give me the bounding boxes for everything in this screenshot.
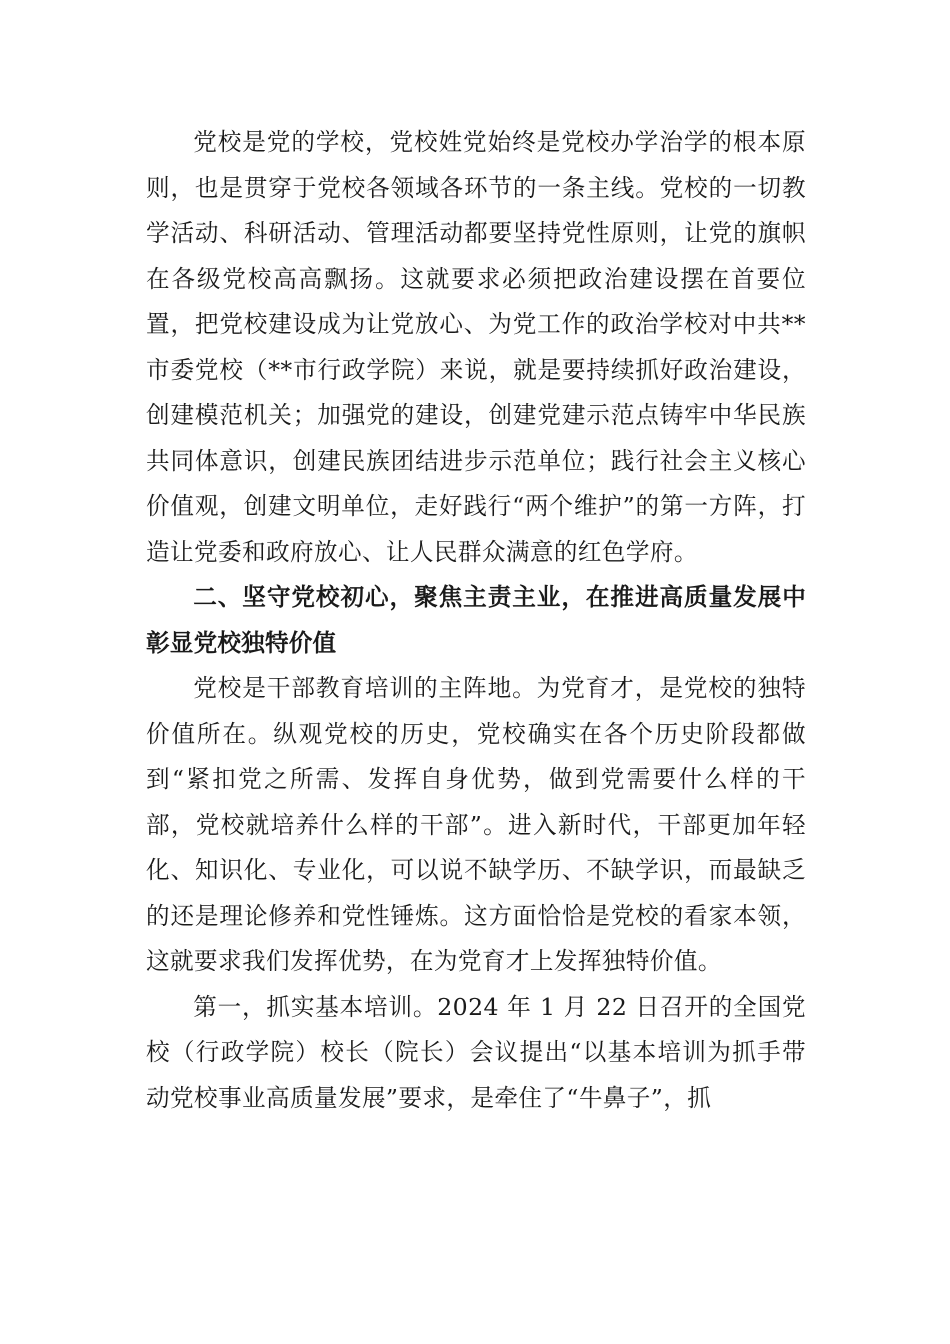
section-heading-two: 二、坚守党校初心，聚焦主责主业，在推进高质量发展中彰显党校独特价值 (146, 583, 806, 657)
document-body (146, 120, 806, 1121)
paragraph-party-school-principle: 党校是党的学校，党校姓党始终是党校办学治学的根本原则，也是贯穿于党校各领域各环节的一条主线。党校的一切教学活动、科研活动、管理活动都要坚持党性原则，让党的旗帜在各级党校高高飘扬。这就要求必须把政治建设摆在首要位置，把党校建设成为让党放心、为党工作的政治学校对中共**市委党校（**市行政学院）来说，就是要持续抓好政治建设，创建模范机关；加强党的建设，创建党建示范点铸牢中华民族共同体意识，创建民族团结进步示范单位；践行社会主义核心价值观，创建文明单位，走好践行“两个维护”的第一方阵，打造让党委和政府放心、让人民群众满意的红色学府。 (146, 128, 806, 566)
paragraph-basic-training: 第一，抓实基本培训。2024 年 1 月 22 日召开的全国党校（行政学院）校长（院长）会议提出“以基本培训为抓手带动党校事业高质量发展”要求，是牵住了“牛鼻子”，抓 (146, 992, 806, 1112)
paragraph-cadre-training: 党校是干部教育培训的主阵地。为党育才，是党校的独特价值所在。纵观党校的历史，党校确实在各个历史阶段都做到“紧扣党之所需、发挥自身优势，做到党需要什么样的干部，党校就培养什么样的干部”。进入新时代，干部更加年轻化、知识化、专业化，可以说不缺学历、不缺学识，而最缺乏的还是理论修养和党性锤炼。这方面恰恰是党校的看家本领，这就要求我们发挥优势，在为党育才上发挥独特价值。 (146, 674, 806, 975)
